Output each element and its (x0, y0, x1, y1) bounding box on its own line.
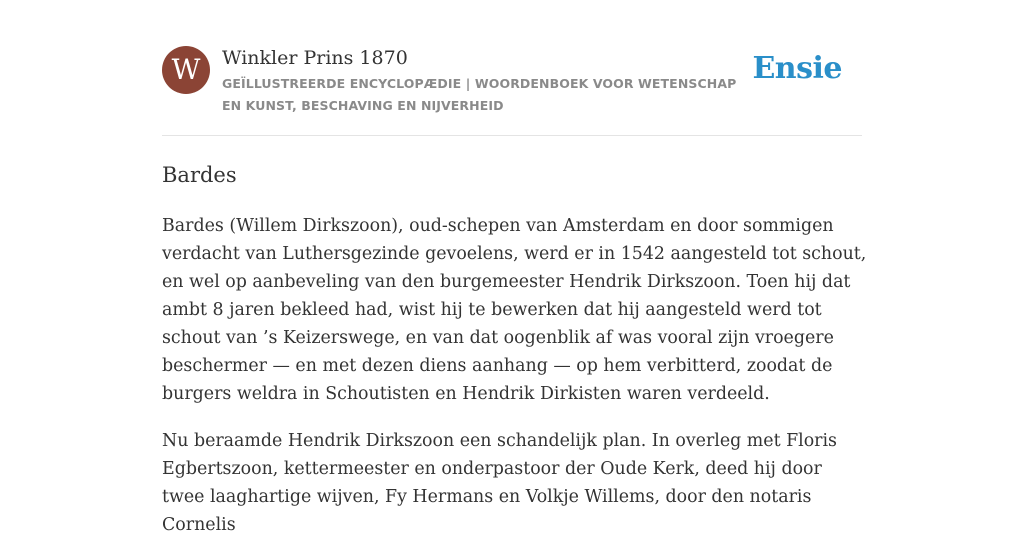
source-subtitle: GEÏLLUSTREERDE ENCYCLOPÆDIE | WOORDENBOEK VOOR WETENSCHAP EN KUNST, BESCHAVING EN NIJVERHEID (222, 76, 737, 113)
source-title-link[interactable]: Winkler Prins 1870 (222, 47, 408, 69)
article-paragraph: Bardes (Willem Dirkszoon), oud-schepen van Amsterdam en door sommigen verdacht van Luthersgezinde gevoelens, werd er in 1542 aangesteld tot schout, en wel op aanbeveling van den burgemeester Hendrik Dirkszoon. Toen hij dat ambt 8 jaren bekleed had, wist hij te bewerken dat hij aangesteld werd tot schout van ’s Keizerswege, en van dat oogenblik af was vooral zijn vroegere beschermer — en met dezen diens aanhang — op hem verbitterd, zoodat de burgers weldra in Schoutisten en Hendrik Dirkisten waren verdeeld. (162, 216, 867, 404)
source-avatar[interactable]: W (162, 46, 210, 94)
article-title: Bardes (162, 163, 237, 187)
article-paragraph: Nu beraamde Hendrik Dirkszoon een schandelijk plan. In overleg met Floris Egbertszoon, kettermeester en onderpastoor der Oude Kerk, deed hij door twee laaghartige wijven, Fy Hermans en Volkje Willems, door den notaris Cornelis (162, 431, 837, 535)
header-divider (162, 135, 862, 136)
ensie-logo[interactable]: Ensie (752, 51, 842, 86)
article-body (162, 212, 867, 558)
